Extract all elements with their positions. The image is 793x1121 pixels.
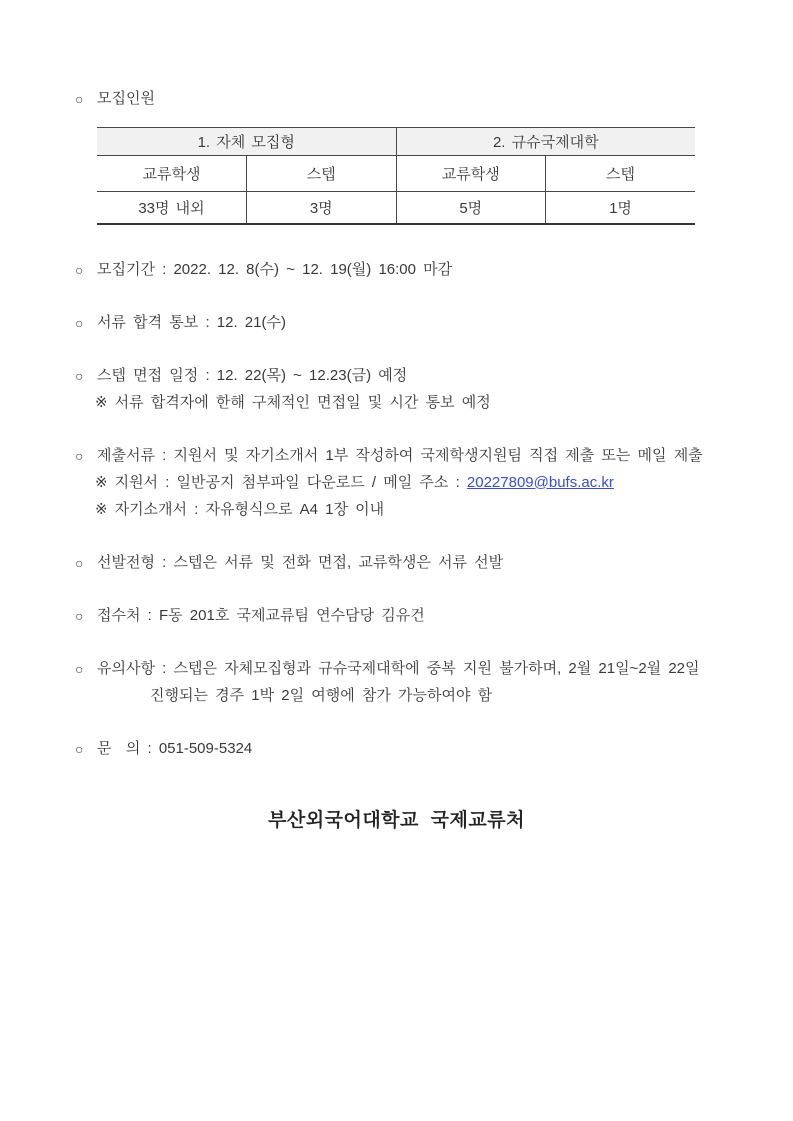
table-value-cell: 1명 <box>609 199 632 217</box>
interview-text: 스텝 면접 일정 : 12. 22(목) ~ 12.23(금) 예정 <box>97 366 408 384</box>
section-doc-pass <box>75 312 748 334</box>
table-value-row <box>97 192 695 224</box>
submission-note-application <box>95 472 748 494</box>
section-selection <box>75 552 748 574</box>
section-recruit-count <box>75 88 748 110</box>
reception-text: 접수처 : F동 201호 국제교류팀 연수담당 김유건 <box>97 606 425 624</box>
submission-note-essay-text: 자기소개서 : 자유형식으로 A4 1장 이내 <box>114 500 385 518</box>
table-group-header: 2. 규슈국제대학 <box>396 128 695 156</box>
circle-bullet-icon: ○ <box>75 607 84 624</box>
circle-bullet-icon: ○ <box>75 91 84 107</box>
period-text: 모집기간 : 2022. 12. 8(수) ~ 12. 19(월) 16:00 마감 <box>97 260 453 278</box>
circle-bullet-icon: ○ <box>75 554 84 571</box>
section-interview <box>75 365 748 387</box>
circle-bullet-icon: ○ <box>75 261 84 278</box>
caution-line2-text: 진행되는 경주 1박 2일 여행에 참가 가능하여야 함 <box>150 686 493 704</box>
table-value-cell: 33명 내외 <box>97 192 247 224</box>
reference-mark-icon: ※ <box>95 473 108 491</box>
caution-line1-text: 유의사항 : 스텝은 자체모집형과 규슈국제대학에 중복 지원 불가하며, 2월 21일~2월 22일 <box>97 659 700 677</box>
table-value-cell: 3명 <box>247 192 397 224</box>
table-subheader-cell: 교류학생 <box>97 156 247 192</box>
table-group-header: 1. 자체 모집형 <box>97 128 396 156</box>
table-subheader-cell: 교류학생 <box>396 156 546 192</box>
caution-line2 <box>150 685 748 707</box>
reference-mark-icon: ※ <box>95 393 108 411</box>
section-reception <box>75 605 748 627</box>
circle-bullet-icon: ○ <box>75 314 84 331</box>
section-period <box>75 259 748 281</box>
circle-bullet-icon: ○ <box>75 660 84 677</box>
submission-text: 제출서류 : 지원서 및 자기소개서 1부 작성하여 국제학생지원팀 직접 제출 또는 메일 제출 <box>97 446 703 464</box>
table-subheader-row <box>97 156 695 192</box>
doc-pass-text: 서류 합격 통보 : 12. 21(수) <box>97 313 286 331</box>
recruit-count-heading: 모집인원 <box>97 90 155 107</box>
section-submission <box>75 445 748 467</box>
submission-note-prefix: 지원서 : 일반공지 첨부파일 다운로드 / 메일 주소 : <box>114 473 467 491</box>
contact-text: 문 의 : 051-509-5324 <box>97 739 253 757</box>
email-link[interactable]: 20227809@bufs.ac.kr <box>466 473 614 491</box>
selection-text: 선발전형 : 스텝은 서류 및 전화 면접, 교류학생은 서류 선발 <box>97 553 504 571</box>
issuing-office-signature: 부산외국어대학교 국제교류처 <box>268 809 525 831</box>
interview-note <box>95 392 748 414</box>
recruit-table-wrap <box>97 127 748 225</box>
section-caution <box>75 658 748 680</box>
recruit-table <box>97 127 695 225</box>
interview-note-text: 서류 합격자에 한해 구체적인 면접일 및 시간 통보 예정 <box>114 393 491 411</box>
circle-bullet-icon: ○ <box>75 367 84 384</box>
table-group-row <box>97 128 695 156</box>
section-contact <box>75 738 748 760</box>
circle-bullet-icon: ○ <box>75 447 84 464</box>
table-subheader-cell: 스텝 <box>546 156 696 192</box>
circle-bullet-icon: ○ <box>75 740 84 757</box>
table-subheader-cell: 스텝 <box>247 156 397 192</box>
table-value-cell: 5명 <box>396 192 546 224</box>
reference-mark-icon: ※ <box>95 500 108 518</box>
submission-note-essay <box>95 499 748 521</box>
